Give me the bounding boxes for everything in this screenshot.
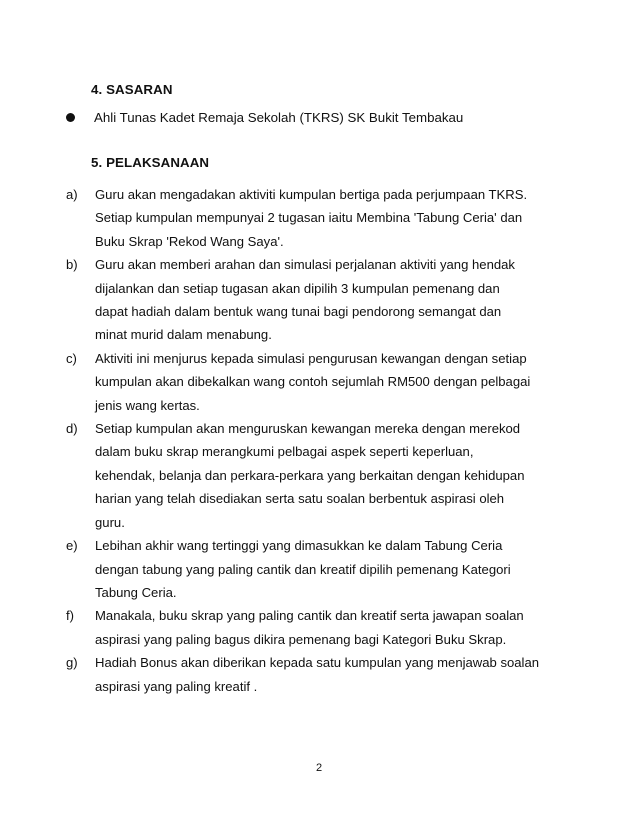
list-item-line: Lebihan akhir wang tertinggi yang dimasukkan ke dalam Tabung Ceria — [95, 538, 503, 554]
list-item-marker: e) — [66, 538, 78, 554]
list-item-marker: g) — [66, 655, 78, 671]
list-item — [66, 651, 546, 698]
list-item-line: aspirasi yang paling bagus dikira pemenang bagi Kategori Buku Skrap. — [95, 631, 507, 647]
list-item-line: Setiap kumpulan mempunyai 2 tugasan iaitu Membina 'Tabung Ceria' dan — [95, 210, 523, 226]
list-item-line: Tabung Ceria. — [95, 584, 177, 600]
list-item-line: dapat hadiah dalam bentuk wang tunai bagi pendorong semangat dan — [95, 304, 502, 320]
list-item-line: Guru akan memberi arahan dan simulasi perjalanan aktiviti yang hendak — [95, 257, 515, 273]
list-item-line: Aktiviti ini menjurus kepada simulasi pengurusan kewangan dengan setiap — [95, 350, 527, 366]
heading-pelaksanaan: 5. PELAKSANAAN — [91, 155, 210, 170]
list-item-line: kehendak, belanja dan perkara-perkara yang berkaitan dengan kehidupan — [95, 467, 525, 483]
list-item — [66, 253, 546, 347]
sasaran-bullet-item — [66, 110, 463, 125]
list-item-line: Hadiah Bonus akan diberikan kepada satu kumpulan yang menjawab soalan — [95, 655, 540, 671]
list-item-line: Buku Skrap 'Rekod Wang Saya'. — [95, 233, 284, 249]
list-item — [66, 534, 546, 604]
list-item — [66, 347, 546, 417]
sasaran-bullet-text: Ahli Tunas Kadet Remaja Sekolah (TKRS) SK Bukit Tembakau — [94, 110, 464, 125]
list-item-marker: f) — [66, 608, 74, 624]
list-item-marker: d) — [66, 421, 78, 437]
list-item-line: minat murid dalam menabung. — [95, 327, 272, 343]
list-item-line: jenis wang kertas. — [95, 397, 200, 413]
list-item-line: dengan tabung yang paling cantik dan kreatif dipilih pemenang Kategori — [95, 561, 511, 577]
list-item-line: Manakala, buku skrap yang paling cantik dan kreatif serta jawapan soalan — [95, 608, 524, 624]
list-item-marker: a) — [66, 187, 78, 202]
list-item — [66, 183, 546, 253]
page-number: 2 — [315, 762, 323, 774]
list-item-line: aspirasi yang paling kreatif . — [95, 678, 258, 694]
list-item-line: dalam buku skrap merangkumi pelbagai aspek seperti keperluan, — [95, 444, 474, 460]
list-item-marker: b) — [66, 257, 78, 273]
list-item-line: dijalankan dan setiap tugasan akan dipilih 3 kumpulan pemenang dan — [95, 280, 500, 296]
list-item-line: Guru akan mengadakan aktiviti kumpulan bertiga pada perjumpaan TKRS. — [95, 187, 528, 202]
list-item-line: Setiap kumpulan akan menguruskan kewangan mereka dengan merekod — [95, 421, 521, 437]
list-item-marker: c) — [66, 350, 77, 366]
heading-sasaran: 4. SASARAN — [91, 82, 173, 97]
list-item — [66, 604, 546, 651]
bullet-dot-icon — [66, 113, 75, 122]
list-item-line: kumpulan akan dibekalkan wang contoh sejumlah RM500 dengan pelbagai — [95, 374, 531, 390]
list-item — [66, 417, 546, 534]
list-item-line: harian yang telah disediakan serta satu soalan berbentuk aspirasi oleh — [95, 491, 505, 507]
pelaksanaan-list — [66, 183, 546, 698]
list-item-line: guru. — [95, 514, 125, 530]
